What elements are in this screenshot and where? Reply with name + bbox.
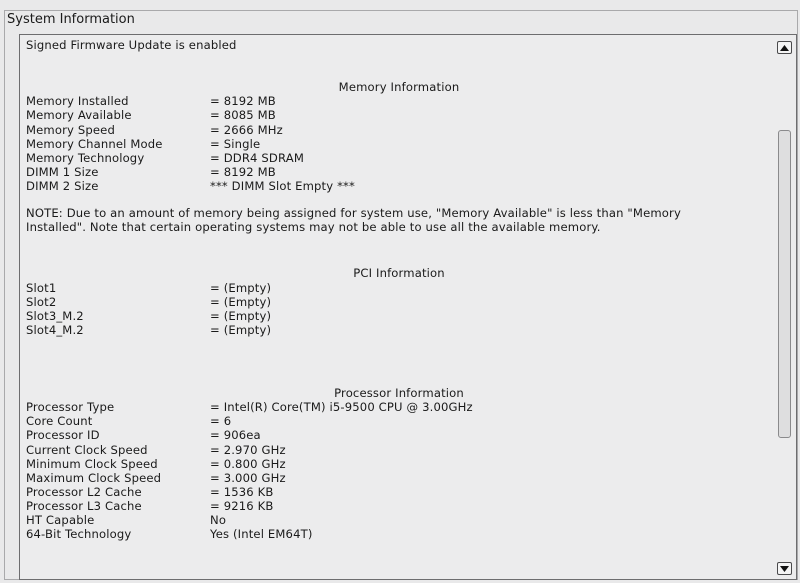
processor-row-label: Current Clock Speed	[26, 442, 148, 457]
memory-row-value: = 8192 MB	[210, 94, 276, 109]
vertical-scrollbar[interactable]	[775, 36, 795, 578]
pci-rows	[26, 281, 772, 337]
system-information-group	[4, 10, 798, 580]
pci-row	[26, 309, 772, 323]
triangle-down-icon	[780, 566, 789, 572]
scroll-down-button[interactable]	[777, 562, 792, 575]
memory-row-label: Memory Installed	[26, 94, 129, 109]
memory-row-label: Memory Speed	[26, 122, 115, 137]
info-content	[26, 37, 772, 541]
pci-row-label: Slot2	[26, 294, 57, 309]
memory-row-value: *** DIMM Slot Empty ***	[210, 178, 355, 193]
pci-row-label: Slot3_M.2	[26, 308, 84, 323]
scroll-track[interactable]	[778, 58, 791, 554]
memory-row-value: = DDR4 SDRAM	[210, 150, 304, 165]
processor-row-value: = 6	[210, 414, 232, 429]
memory-row	[26, 165, 772, 179]
processor-row	[26, 414, 772, 428]
memory-row-value: = Single	[210, 136, 261, 151]
memory-row	[26, 179, 772, 193]
processor-row-value: = 906ea	[210, 428, 261, 443]
processor-row	[26, 499, 772, 513]
processor-row-value: No	[210, 513, 227, 528]
processor-heading: Processor Information	[334, 386, 464, 401]
scroll-up-button[interactable]	[777, 41, 792, 54]
memory-rows	[26, 94, 772, 193]
pci-row-value: = (Empty)	[210, 294, 272, 309]
processor-row	[26, 485, 772, 499]
memory-row	[26, 123, 772, 137]
memory-row-value: = 2666 MHz	[210, 122, 283, 137]
memory-row-label: DIMM 1 Size	[26, 164, 99, 179]
scroll-thumb[interactable]	[778, 130, 791, 438]
firmware-status-line: Signed Firmware Update is enabled	[26, 38, 237, 52]
processor-row	[26, 443, 772, 457]
memory-row	[26, 94, 772, 108]
processor-row-label: Processor L3 Cache	[26, 498, 142, 513]
processor-row-value: = 1536 KB	[210, 484, 274, 499]
processor-row-value: = 3.000 GHz	[210, 470, 286, 485]
processor-row-label: 64-Bit Technology	[26, 527, 132, 542]
group-title: System Information	[7, 12, 139, 28]
memory-note: NOTE: Due to an amount of memory being assigned for system use, "Memory Available" is less than "Memory Installed". Note that certain operating systems may not be able to use all the available memory.	[26, 206, 681, 235]
processor-row-value: = 9216 KB	[210, 498, 274, 513]
processor-row-label: Processor ID	[26, 428, 100, 443]
pci-row	[26, 281, 772, 295]
processor-rows	[26, 400, 772, 541]
processor-row-label: Processor L2 Cache	[26, 484, 142, 499]
memory-row	[26, 151, 772, 165]
processor-row	[26, 428, 772, 442]
processor-row	[26, 471, 772, 485]
memory-heading: Memory Information	[338, 80, 460, 95]
pci-row-value: = (Empty)	[210, 322, 272, 337]
memory-row-value: = 8085 MB	[210, 108, 276, 123]
memory-row-label: Memory Available	[26, 108, 132, 123]
processor-row-label: Maximum Clock Speed	[26, 470, 162, 485]
processor-row	[26, 457, 772, 471]
processor-row-label: HT Capable	[26, 513, 95, 528]
info-panel[interactable]	[19, 34, 797, 580]
processor-row-label: Minimum Clock Speed	[26, 456, 158, 471]
pci-row	[26, 323, 772, 337]
pci-row-value: = (Empty)	[210, 308, 272, 323]
memory-row	[26, 137, 772, 151]
processor-row-value: = Intel(R) Core(TM) i5-9500 CPU @ 3.00GHz	[210, 400, 473, 415]
processor-row-value: = 0.800 GHz	[210, 456, 286, 471]
processor-row-label: Core Count	[26, 414, 93, 429]
memory-row-label: Memory Technology	[26, 150, 145, 165]
memory-row-value: = 8192 MB	[210, 164, 276, 179]
processor-row-label: Processor Type	[26, 400, 115, 415]
memory-row-label: Memory Channel Mode	[26, 136, 163, 151]
pci-row	[26, 295, 772, 309]
pci-heading: PCI Information	[353, 266, 445, 281]
pci-row-value: = (Empty)	[210, 280, 272, 295]
memory-row	[26, 108, 772, 122]
processor-row-value: Yes (Intel EM64T)	[210, 527, 313, 542]
processor-row	[26, 513, 772, 527]
processor-row	[26, 527, 772, 541]
pci-row-label: Slot4_M.2	[26, 322, 84, 337]
triangle-up-icon	[780, 45, 789, 51]
processor-row	[26, 400, 772, 414]
memory-row-label: DIMM 2 Size	[26, 178, 99, 193]
pci-row-label: Slot1	[26, 280, 57, 295]
processor-row-value: = 2.970 GHz	[210, 442, 286, 457]
